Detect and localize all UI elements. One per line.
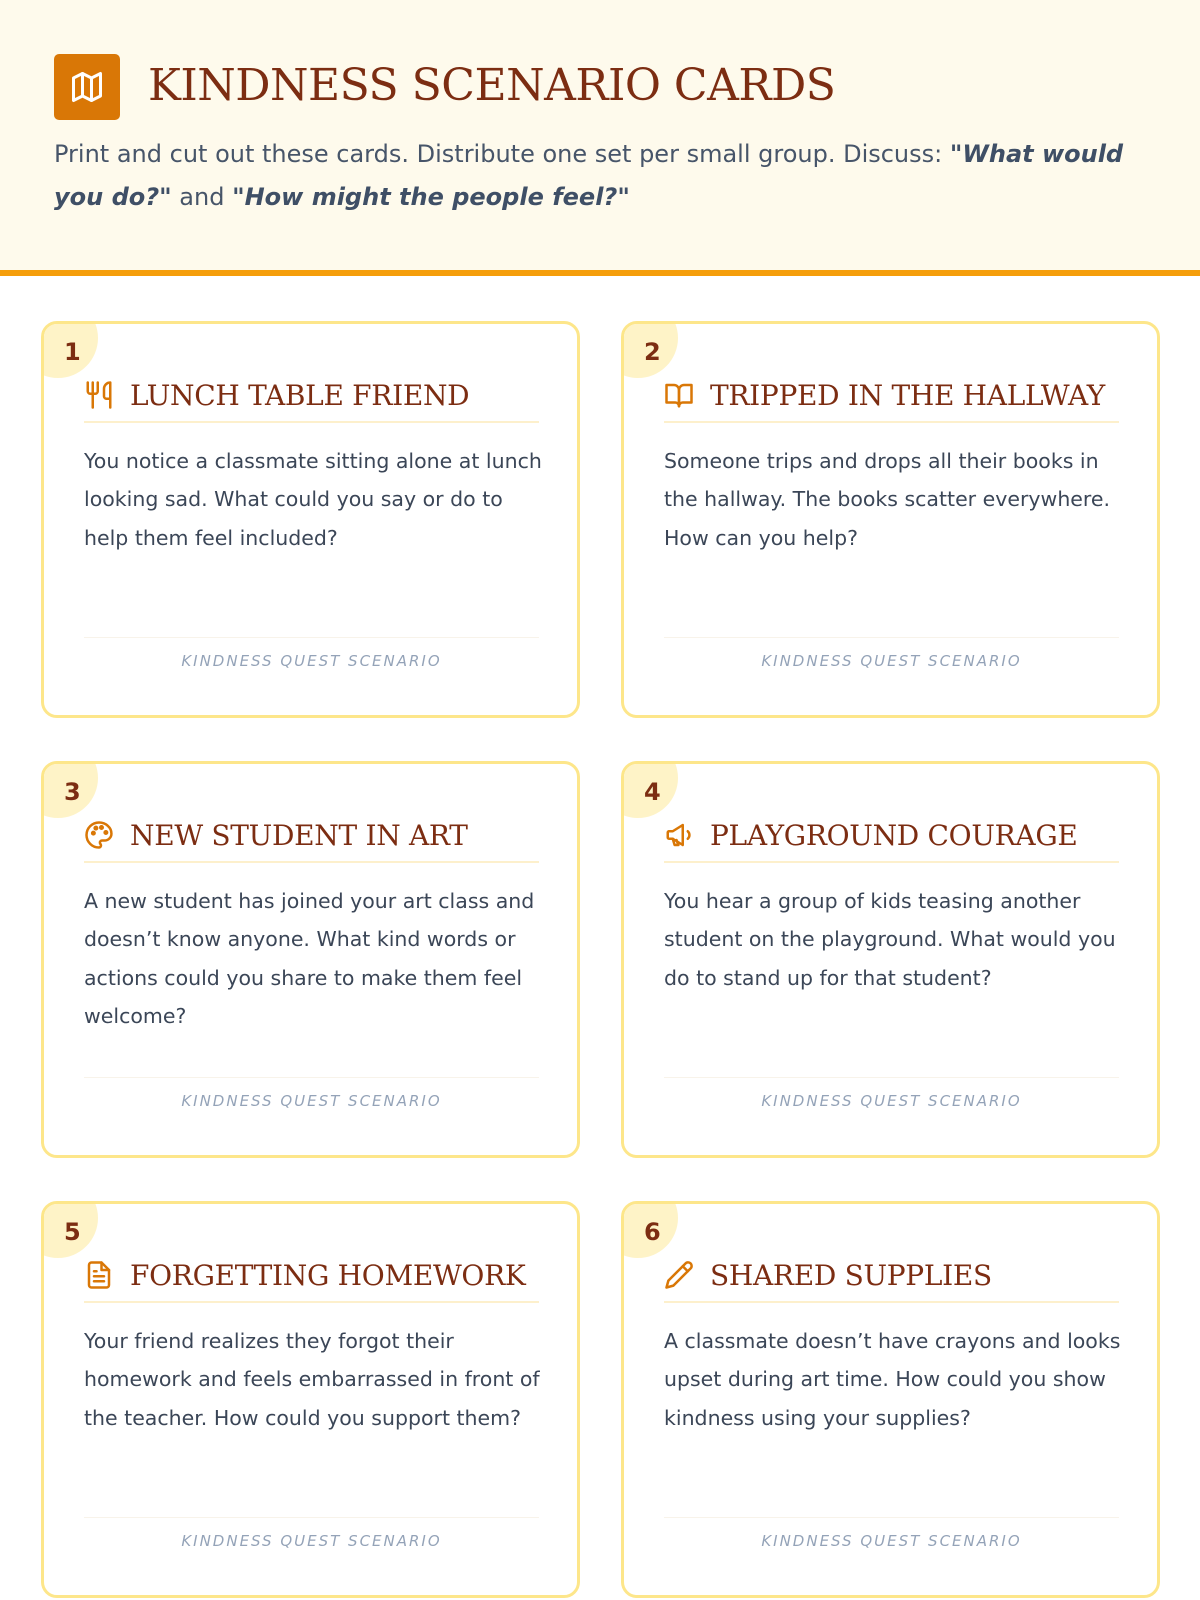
card-number: 3	[64, 778, 81, 806]
card-description: Your friend realizes they forgot their homework and feels embarrassed in front of the teacher. How could you support them?	[84, 1329, 540, 1430]
scenario-card	[621, 761, 1160, 1158]
instructions	[54, 133, 1154, 219]
scenario-card	[621, 1201, 1160, 1598]
card-title: NEW STUDENT IN ART	[130, 818, 468, 852]
open-book-icon	[664, 380, 694, 410]
card-title: LUNCH TABLE FRIEND	[130, 378, 470, 412]
scenario-card	[621, 321, 1160, 718]
discussion-question-2: "How might the people feel?"	[232, 183, 630, 211]
map-icon	[69, 69, 105, 105]
card-header	[664, 369, 1119, 423]
instructions-text: Print and cut out these cards. Distribute one set per small group. Discuss:	[54, 140, 950, 168]
card-footer: KINDNESS QUEST SCENARIO	[664, 1517, 1119, 1550]
palette-icon	[84, 820, 114, 850]
card-title: FORGETTING HOMEWORK	[130, 1258, 526, 1292]
card-footer: KINDNESS QUEST SCENARIO	[664, 637, 1119, 670]
card-description: A new student has joined your art class and doesn’t know anyone. What kind words or actions could you share to make them feel welcome?	[84, 889, 535, 1028]
card-footer: KINDNESS QUEST SCENARIO	[84, 1517, 539, 1550]
card-footer: KINDNESS QUEST SCENARIO	[84, 1077, 539, 1110]
page-header	[0, 0, 1200, 276]
card-number: 4	[644, 778, 661, 806]
discussion-question-1: "What would you do?"	[54, 140, 1124, 211]
card-footer: KINDNESS QUEST SCENARIO	[84, 637, 539, 670]
card-title: PLAYGROUND COURAGE	[710, 818, 1078, 852]
utensils-icon	[84, 380, 114, 410]
card-header	[84, 1249, 539, 1303]
card-title: SHARED SUPPLIES	[710, 1258, 992, 1292]
card-number: 1	[64, 338, 81, 366]
card-description: You hear a group of kids teasing another student on the playground. What would you do to stand up for that student?	[664, 889, 1116, 990]
pencil-icon	[664, 1260, 694, 1290]
card-header	[84, 369, 539, 423]
card-header	[664, 1249, 1119, 1303]
logo-badge	[54, 54, 120, 120]
card-footer: KINDNESS QUEST SCENARIO	[664, 1077, 1119, 1110]
card-header	[664, 809, 1119, 863]
card-number: 5	[64, 1218, 81, 1246]
scenario-card	[41, 761, 580, 1158]
instructions-connector: and	[171, 183, 233, 211]
card-description: You notice a classmate sitting alone at lunch looking sad. What could you say or do to help them feel included?	[84, 449, 542, 550]
scenario-card	[41, 321, 580, 718]
document-icon	[84, 1260, 114, 1290]
card-description: Someone trips and drops all their books in the hallway. The books scatter everywhere. How can you help?	[664, 449, 1111, 550]
megaphone-icon	[664, 820, 694, 850]
card-number: 2	[644, 338, 661, 366]
card-number: 6	[644, 1218, 661, 1246]
card-description: A classmate doesn’t have crayons and looks upset during art time. How could you show kindness using your supplies?	[664, 1329, 1121, 1430]
card-header	[84, 809, 539, 863]
scenario-card	[41, 1201, 580, 1598]
page-title: KINDNESS SCENARIO CARDS	[148, 60, 836, 111]
card-title: TRIPPED IN THE HALLWAY	[710, 378, 1105, 412]
